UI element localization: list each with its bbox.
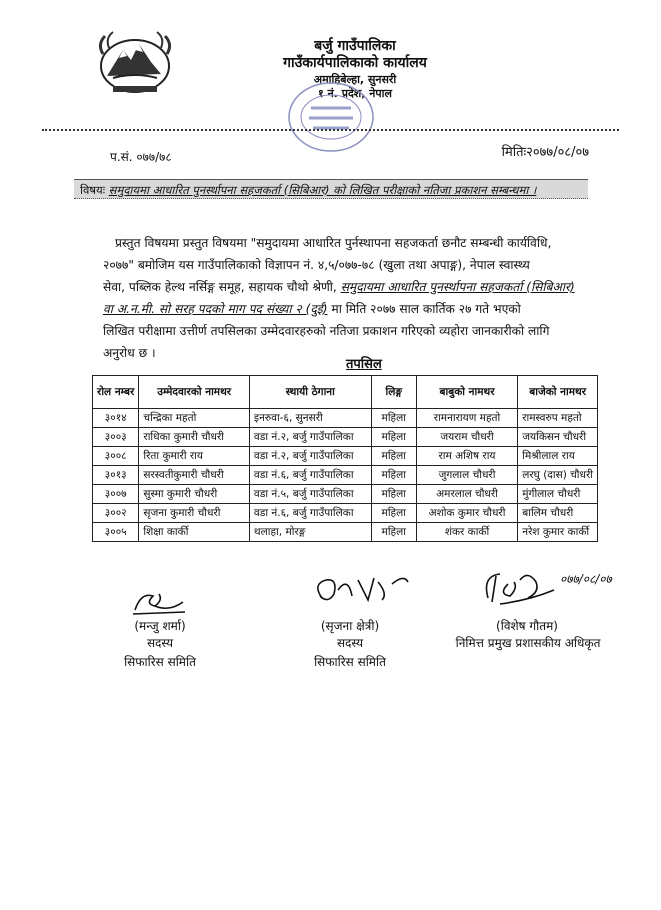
body-line: लिखित परीक्षामा उत्तीर्ण तपसिलका उम्मेदवारहरुको नतिजा प्रकाशन गरिएको व्यहोरा जानकारीको लागि [103, 324, 550, 338]
body-line: प्रस्तुत विषयमा प्रस्तुत विषयमा "समुदायमा आधारित पुर्नस्थापना सहजकर्ता छनौट सम्बन्धी कार्यविधि, [115, 236, 552, 250]
post-title: समुदायमा आधारित पुनर्स्थापना सहजकर्ता (सिबिआर) [340, 280, 575, 294]
table-cell: राम अशिष राय [416, 447, 517, 466]
signatory-committee: सिफारिस समिति [314, 655, 386, 669]
subject-text: समुदायमा आधारित पुनर्स्थापना सहजकर्ता (सिबिआर) को लिखित परीक्षाको नतिजा प्रकाशन सम्बन्धमा । [108, 183, 537, 197]
table-header-row [93, 376, 598, 409]
table-cell: महिला [371, 409, 416, 428]
table-cell: नरेश कुमार कार्की [518, 523, 598, 542]
table-cell: महिला [371, 504, 416, 523]
column-header: रोल नम्बर [93, 376, 139, 409]
table-cell: ३००७ [93, 485, 139, 504]
table-cell: मुंगीलाल चौधरी [518, 485, 598, 504]
office-province: १ नं. प्रदेश, नेपाल [318, 87, 392, 100]
table-cell: सृजना कुमारी चौधरी [139, 504, 250, 523]
table-cell: जुगलाल चौधरी [416, 466, 517, 485]
column-header: स्थायी ठेगाना [249, 376, 371, 409]
table-cell: महिला [371, 466, 416, 485]
table-cell: ३००३ [93, 428, 139, 447]
table-cell: चन्द्रिका महतो [139, 409, 250, 428]
table-cell: अमरलाल चौधरी [416, 485, 517, 504]
table-cell: जयकिसन चौधरी [518, 428, 598, 447]
table-cell: वडा नं.६, बर्जु गाउँपालिका [249, 504, 371, 523]
office-stamp-icon [285, 78, 377, 156]
table-cell: अशोक कुमार चौधरी [416, 504, 517, 523]
table-cell: महिला [371, 447, 416, 466]
table-cell: महिला [371, 523, 416, 542]
post-count: वा अ.न.मी. सो सरह पदको माग पद संख्या २ (दुई) [103, 302, 328, 316]
signature-manju-icon [125, 588, 195, 618]
table-row [93, 523, 598, 542]
signatory-role: सदस्य [146, 636, 174, 650]
municipality-name: बर्जु गाउँपालिका [314, 38, 396, 54]
subject-line [74, 179, 588, 199]
table-cell: ३००५ [93, 523, 139, 542]
table-cell: राधिका कुमारी चौधरी [139, 428, 250, 447]
body-line [103, 298, 603, 320]
office-name: गाउँकार्यपालिकाको कार्यालय [283, 55, 427, 71]
table-cell: वडा नं.२, बर्जु गाउँपालिका [249, 447, 371, 466]
table-cell: ३००८ [93, 447, 139, 466]
table-cell: मिश्रीलाल राय [518, 447, 598, 466]
signature-bishesh-icon [480, 568, 560, 610]
signatory-name: (मन्जु शर्मा) [134, 619, 186, 633]
table-row [93, 428, 598, 447]
table-cell: सरस्वतीकुमारी चौधरी [139, 466, 250, 485]
column-header: बाबुको नामथर [416, 376, 517, 409]
table-row [93, 504, 598, 523]
table-cell: जयराम चौधरी [416, 428, 517, 447]
office-address: अमाहिबेल्हा, सुनसरी [313, 73, 397, 86]
body-text: मा मिति २०७७ साल कार्तिक २७ गते भएको [327, 302, 521, 316]
signatory-committee: सिफारिस समिति [124, 655, 196, 669]
table-cell: वडा नं.६, बर्जु गाउँपालिका [249, 466, 371, 485]
body-line: २०७७" बमोजिम यस गाउँपालिकाको विज्ञापन नं. ४,५/०७७-७८ (खुला तथा अपाङ्ग), नेपाल स्वास्थ्य [103, 258, 530, 272]
signature-date: ०७७/०८/०७ [560, 572, 612, 586]
header-divider [42, 129, 619, 131]
table-cell: शिक्षा कार्की [139, 523, 250, 542]
table-cell: महिला [371, 428, 416, 447]
table-cell: ३०१४ [93, 409, 139, 428]
body-line [103, 276, 603, 298]
table-cell: शंकर कार्की [416, 523, 517, 542]
subject-label: विषयः [80, 183, 106, 197]
reference-number: प.सं. ०७७/७८ [110, 150, 172, 164]
signatory-name: (सृजना क्षेत्री) [320, 619, 380, 633]
column-header: लिङ्ग [371, 376, 416, 409]
column-header: बाजेको नामथर [518, 376, 598, 409]
table-row [93, 409, 598, 428]
table-cell: थलाहा, मोरङ्ग [249, 523, 371, 542]
table-cell: रामनारायण महतो [416, 409, 517, 428]
signatory-name: (विशेष गौतम) [496, 619, 558, 633]
table-cell: ३००२ [93, 504, 139, 523]
results-table [92, 375, 598, 542]
table-cell: वडा नं.२, बर्जु गाउँपालिका [249, 428, 371, 447]
body-paragraph [103, 232, 603, 364]
details-heading: तपसिल [346, 357, 382, 372]
table-cell: बालिम चौधरी [518, 504, 598, 523]
table-cell: वडा नं.५, बर्जु गाउँपालिका [249, 485, 371, 504]
table-cell: ३०१३ [93, 466, 139, 485]
body-line: अनुरोध छ । [103, 346, 156, 360]
signature-srijana-icon [308, 570, 418, 610]
table-cell: इनरुवा-६, सुनसरी [249, 409, 371, 428]
table-cell: सुस्मा कुमारी चौधरी [139, 485, 250, 504]
signatory-role: सदस्य [336, 636, 364, 650]
table-row [93, 485, 598, 504]
table-cell: महिला [371, 485, 416, 504]
table-cell: लरघु (दास) चौधरी [518, 466, 598, 485]
table-row [93, 466, 598, 485]
table-row [93, 447, 598, 466]
issue-date: मितिः२०७७/०८/०७ [501, 145, 589, 160]
table-cell: रामस्वरुप महतो [518, 409, 598, 428]
body-text: सेवा, पब्लिक हेल्थ नर्सिङ्ग समूह, सहायक चौथो श्रेणी, [103, 280, 341, 294]
signatory-role: निमित्त प्रमुख प्रशासकीय अधिकृत [455, 636, 601, 650]
table-cell: रिता कुमारी राय [139, 447, 250, 466]
column-header: उम्मेदवारको नामथर [139, 376, 250, 409]
government-emblem-icon [95, 28, 175, 96]
